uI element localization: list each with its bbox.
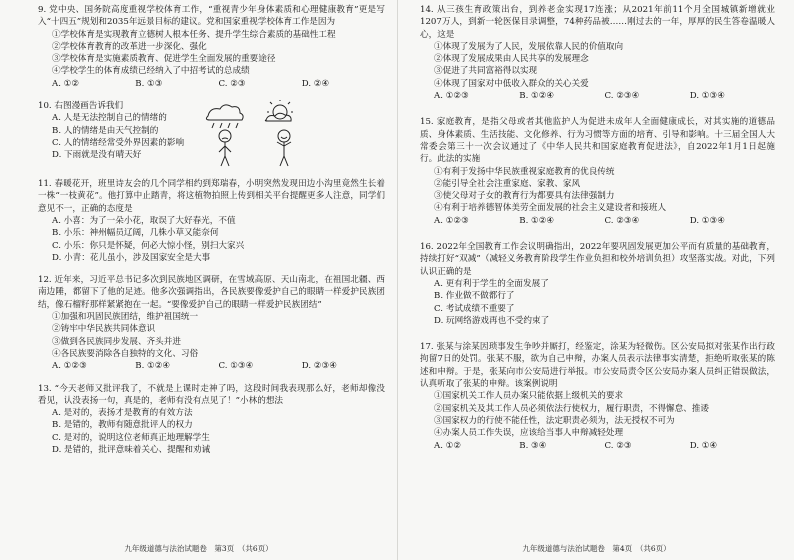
option-c: C. ②③④: [604, 215, 640, 226]
sad-figure-icon: [219, 130, 231, 166]
option-b: B. 人的情绪是由天气控制的: [52, 125, 159, 136]
statement-1: ①加强和巩固民族团结，维护祖国统一: [52, 312, 199, 323]
statement-1: ①体现了发展为了人民，发展依靠人民的价值取向: [434, 41, 624, 52]
statement-1: ①学校体育是实现教育立德树人根本任务、提升学生综合素质的基础性工程: [52, 29, 336, 40]
option-b: B. ①②④: [519, 215, 555, 226]
answer-options: [420, 90, 775, 102]
left-column: [38, 4, 385, 458]
statement-4: ④学校学生的体育成绩已经纳入了中招考试的总成绩: [52, 66, 250, 77]
right-column: [420, 4, 775, 454]
option-a: A. ①②: [52, 78, 80, 89]
option-d: D. ②③④: [301, 361, 337, 372]
question-10-text: [38, 100, 184, 161]
option-d: D. 下雨就是没有晴天好: [52, 150, 142, 161]
right-page: [397, 0, 794, 560]
option-d: D. ①③④: [689, 91, 725, 102]
statement-3: ③国家权力的行使不能任性，法定职责必须为，法无授权不可为: [434, 415, 675, 426]
question-11: [38, 178, 385, 264]
option-b: B. ①③: [135, 78, 163, 89]
option-a: A. 更有利于学生的全面发展了: [434, 278, 549, 289]
option-b: B. ①②④: [519, 91, 555, 102]
sun-cloud-icon: [265, 100, 293, 121]
option-d: D. ①④: [689, 440, 718, 451]
answer-options: [38, 78, 385, 90]
statement-4: ④体现了国家对中低收入群众的关心关爱: [434, 78, 589, 89]
question-9: [38, 4, 385, 90]
question-stem: 17. 张某与涂某因琐事发生争吵并厮打，经鉴定，涂某为轻微伤。区公安局拟对张某作出行政拘留7日的处罚。张某不服，欲为自己申辩，办案人员表示法律事实清楚，拒绝听取张某的陈述和申辩。于是，张某向市公安局进行举报。市公安局责令区公安局办案人员纠正错误做法，认真听取了张某的申辩。该案例说明: [420, 342, 775, 390]
option-c: C. 小乐：你只是怀疑，何必大惊小怪，别扫大家兴: [52, 240, 245, 251]
question-10: [38, 100, 385, 168]
question-15: [420, 116, 775, 227]
question-stem: 10. 右图漫画告诉我们: [38, 101, 124, 112]
option-a: A. ①②: [434, 440, 462, 451]
question-stem: 11. 春暖花开，班里诗友会的几个同学相约到郑瑞春，小明突然发现田边小沟里竟然生长着一株“一枝黄花”。他打算中止踏青，将这植物拍照上传到相关平台提醒更多人注意，同学们意见不一，正确的态度是: [38, 179, 385, 214]
answer-options: [420, 440, 775, 452]
option-b: B. ①②④: [135, 361, 171, 372]
option-b: B. 作业做不做都行了: [434, 291, 515, 302]
option-a: A. 小喜：为了一朵小花，取误了大好春光，不值: [52, 215, 236, 226]
option-c: C. ②③: [604, 440, 632, 451]
option-b: B. 小乐：神州幅员辽阔，几株小草又能奈何: [52, 228, 219, 239]
page-footer: 九年级道德与法治试题卷 第3页 （共6页）: [124, 544, 273, 553]
statement-4: ④有利于培养德智体美劳全面发展的社会主义建设者和接班人: [434, 203, 667, 214]
option-a: A. 人是无法控制自己的情绪的: [52, 113, 167, 124]
option-c: C. 是对的，说明这位老师真正地理解学生: [52, 432, 210, 443]
statement-2: ②能引导全社会注重家庭、家教、家风: [434, 178, 581, 189]
statement-3: ③学校体育是实施素质教育、促进学生全面发展的重要途径: [52, 54, 276, 65]
option-a: A. ①②③: [434, 91, 469, 102]
option-d: D. ①③④: [689, 215, 725, 226]
happy-figure-icon: [277, 130, 291, 166]
answer-options: [420, 215, 775, 227]
option-c: C. 考试成绩不重要了: [434, 303, 515, 314]
statement-2: ②铸牢中华民族共同体意识: [52, 324, 156, 335]
question-12: [38, 274, 385, 372]
option-c: C. ①③④: [218, 361, 254, 372]
statement-1: ①有利于发扬中华民族重视家庭教育的优良传统: [434, 166, 615, 177]
option-a: A. ①②③: [52, 361, 87, 372]
rain-cloud-icon: [206, 105, 243, 128]
weather-mood-cartoon: [200, 100, 310, 168]
option-d: D. 玩网络游戏再也不受约束了: [434, 315, 550, 326]
statement-4: ④办案人员工作失误，应该给当事人申辩减轻处理: [434, 428, 624, 439]
question-14: [420, 4, 775, 102]
option-c: C. 人的情绪经常受外界因素的影响: [52, 137, 185, 148]
option-b: B. ③④: [519, 440, 547, 451]
statement-2: ②国家机关及其工作人员必须依法行使权力，履行职责，不得懈怠、推诿: [434, 403, 710, 414]
option-d: D. 小青：花儿虽小，涉及国家安全是大事: [52, 252, 211, 263]
option-c: C. ②③: [218, 78, 246, 89]
option-d: D. 是错的，批评意味着关心、提醒和劝诫: [52, 445, 211, 456]
statement-2: ②体现了发展成果由人民共享的发展理念: [434, 54, 589, 65]
statement-3: ③做到各民族同步发展、齐头并进: [52, 336, 181, 347]
question-16: [420, 241, 775, 327]
option-a: A. 是对的，表扬才是教育的有效方法: [52, 408, 193, 419]
option-b: B. 是错的，教师有随意批评人的权力: [52, 420, 193, 431]
statement-2: ②学校体育教育的改革进一步深化、强化: [52, 41, 207, 52]
question-stem: 15. 家庭教育，是指父母或者其他监护人为促进未成年人全面健康成长，对其实施的道德品质、身体素质、生活技能、文化修养、行为习惯等方面的培育、引导和影响。十三届全国人大常委会第三十一次会议通过了《中华人民共和国家庭教育促进法》，自2022年1月1日起施行。此法的实施: [420, 117, 775, 165]
page-footer: 九年级道德与法治试题卷 第4页 （共6页）: [522, 544, 671, 553]
statement-3: ③使父母对子女的教育行为都要具有法律强制力: [434, 191, 615, 202]
question-stem: 12. 近年来，习近平总书记多次到民族地区调研，在雪域高原、天山南北，在祖国北疆、西南边陲，都留下了他的足迹。他多次强调指出，各民族要像爱护自己的眼睛一样爱护民族团结，像石榴籽那样紧紧抱在一起。“要像爱护自己的眼睛一样爱护民族团结”: [38, 275, 385, 310]
option-c: C. ②③④: [604, 91, 640, 102]
statement-4: ④各民族要消除各自独特的文化、习俗: [52, 348, 199, 359]
statement-3: ③促进了共同富裕得以实现: [434, 66, 538, 77]
question-17: [420, 341, 775, 452]
option-d: D. ②④: [301, 78, 330, 89]
answer-options: [38, 360, 385, 372]
question-stem: 14. 从三孩生育政策出台，到养老金实现17连涨；从2021年前11个月全国城镇新增就业1207万人，到新一轮医保目录调整，74种药品被……刚过去的一年，厚厚的民生答卷温暖人心，这是: [420, 5, 775, 40]
statement-1: ①国家机关工作人员办案只能依据上级机关的要求: [434, 391, 624, 402]
question-13: [38, 383, 385, 457]
option-a: A. ①②③: [434, 215, 469, 226]
question-stem: 9. 党中央、国务院高度重视学校体育工作，“重视青少年身体素质和心理健康教育”更是写入“十四五”规划和2035年远景目标的建议。党和国家重视学校体育工作是因为: [38, 5, 385, 28]
question-stem: 13. “今天老师又批评我了，不就是上课时走神了吗，这段时间我表现那么好，老师却像没看见，认没表扬一句，真是的，老师有没有点见了！”小林的想法: [38, 383, 385, 406]
question-stem: 16. 2022年全国教育工作会议明确指出，2022年要巩固发展更加公平而有质量的基础教育，持续打好“双减”（减轻义务教育阶段学生作业负担和校外培训负担）攻坚落实战。对此，下列认识正确的是: [420, 242, 775, 277]
